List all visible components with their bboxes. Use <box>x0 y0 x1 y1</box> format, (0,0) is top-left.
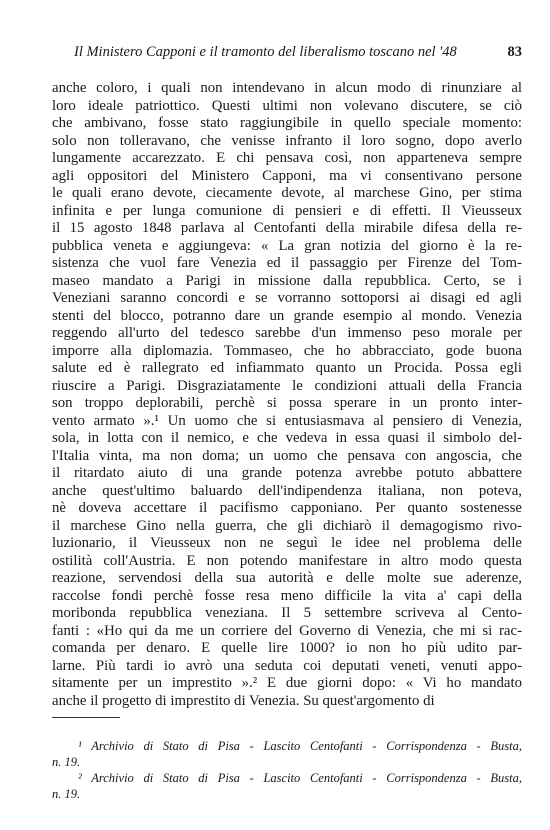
body-line: salute ed è rallegrato ed infiammato quanto un Procida. Possa egli <box>52 360 522 376</box>
body-line: reggendo all'urto del tedesco sarebbe d'un immenso peso morale per <box>52 325 522 341</box>
body-line: sistenza che vuol fare Venezia ed il passaggio per Firenze del Tom- <box>52 255 522 271</box>
body-line: nè doveva accettare il pacifismo capponiano. Per quanto sostenesse <box>52 500 522 516</box>
body-line: il ritardato aiuto di una grande potenza avrebbe potuto abbattere <box>52 465 522 481</box>
body-line: son troppo deplorabili, perchè si possa sperare in un pronto inter- <box>52 395 522 411</box>
body-line: ostilità coll'Austria. E non potendo manifestare in altro modo questa <box>52 552 522 569</box>
body-line: le quali erano devote, ciecamente devote, al marchese Gino, per stima <box>52 185 522 201</box>
body-line: anche quest'ultimo baluardo dell'indipendenza italiana, non poteva, <box>52 482 522 499</box>
body-line: moribonda repubblica veneziana. Il 5 settembre scriveva al Cento- <box>52 605 522 621</box>
body-line: che ambivano, fosse stato raggiungibile in quello speciale momento: <box>52 115 522 131</box>
body-line: imporre alla diplomazia. Tommaseo, che ho abbracciato, gode buona <box>52 342 522 359</box>
body-line: riuscire a Parigi. Disgraziatamente le condizioni attuali della Francia <box>52 377 522 394</box>
body-line: fanti : «Ho qui da me un corriere del Governo di Venezia, che mi si rac- <box>52 622 522 639</box>
body-line: anche coloro, i quali non intendevano in alcun modo di rinunziare al <box>52 80 522 96</box>
body-line: il 15 agosto 1848 parlava al Centofanti della mirabile difesa della re- <box>52 220 522 236</box>
body-line: lungamente accarezzato. E chi pensava così, non apparteneva sempre <box>52 150 522 166</box>
body-line: raccolse fondi perchè fosse resa meno difficile la vita a' capi della <box>52 587 522 604</box>
footnotes <box>52 738 522 802</box>
running-header <box>52 44 522 62</box>
body-line: pubblica veneta e aggiungeva: « La gran notizia del giorno è la re- <box>52 237 522 254</box>
body-line: anche il progetto di imprestito di Venezia. Su quest'argomento di <box>52 692 435 709</box>
body-line: il marchese Gino nella guerra, che gli dichiarò il demagogismo rivo- <box>52 517 522 534</box>
footnote-line: n. 19. <box>52 787 81 801</box>
body-line: vento armato ».¹ Un uomo che si entusiasmava al pensiero di Venezia, <box>52 412 522 429</box>
body-line: Veneziani saranno concordi e se vorranno sottoporsi ai disagi ed agli <box>52 290 522 306</box>
footnote-line: n. 19. <box>52 755 81 769</box>
body-line: comanda per denaro. E quelle lire 1000? io non ho più udito par- <box>52 640 522 656</box>
body-line: sola, in lotta con il nemico, e che vedeva in essa quasi il simbolo del- <box>52 430 522 446</box>
footnote-line: ² Archivio di Stato di Pisa - Lascito Centofanti - Corrispondenza - Busta, <box>78 771 522 785</box>
body-line: maseo mandato a Parigi in missione dalla repubblica. Certo, se i <box>52 272 522 289</box>
body-line: sitamente per un imprestito ».² E due giorni dopo: « Vi ho mandato <box>52 675 522 691</box>
body-line: luzionario, il Vieusseux non ne seguì le idee nel problema delle <box>52 535 522 551</box>
footnote-line: ¹ Archivio di Stato di Pisa - Lascito Centofanti - Corrispondenza - Busta, <box>78 739 522 753</box>
body-line: solo non tolleravano, che venisse infranto il loro sogno, dopo averlo <box>52 132 522 149</box>
running-title: Il Ministero Capponi e il tramonto del liberalismo toscano nel '48 <box>74 44 457 60</box>
body-line: stenti del blocco, potranno dare un grande esempio al mondo. Venezia <box>52 307 522 324</box>
body-line: larne. Più tardi io avrò una seduta coi deputati veneti, venuti appo- <box>52 657 522 674</box>
body-line: infinita e per lunga comunione di pensieri e di effetti. Il Vieusseux <box>52 202 522 219</box>
body-text <box>52 80 522 710</box>
body-line: loro ideale patriottico. Questi ultimi non volevano discutere, se ciò <box>52 97 522 114</box>
body-line: agli oppositori del Ministero Capponi, ma vi consentivano persone <box>52 167 522 184</box>
body-line: l'Italia vinta, ma non doma; un uomo che pensava con angoscia, che <box>52 447 522 464</box>
footnote-divider <box>52 717 120 718</box>
page-number: 83 <box>507 44 522 60</box>
body-line: reazione, servendosi della sua autorità e delle molte sue aderenze, <box>52 570 522 586</box>
